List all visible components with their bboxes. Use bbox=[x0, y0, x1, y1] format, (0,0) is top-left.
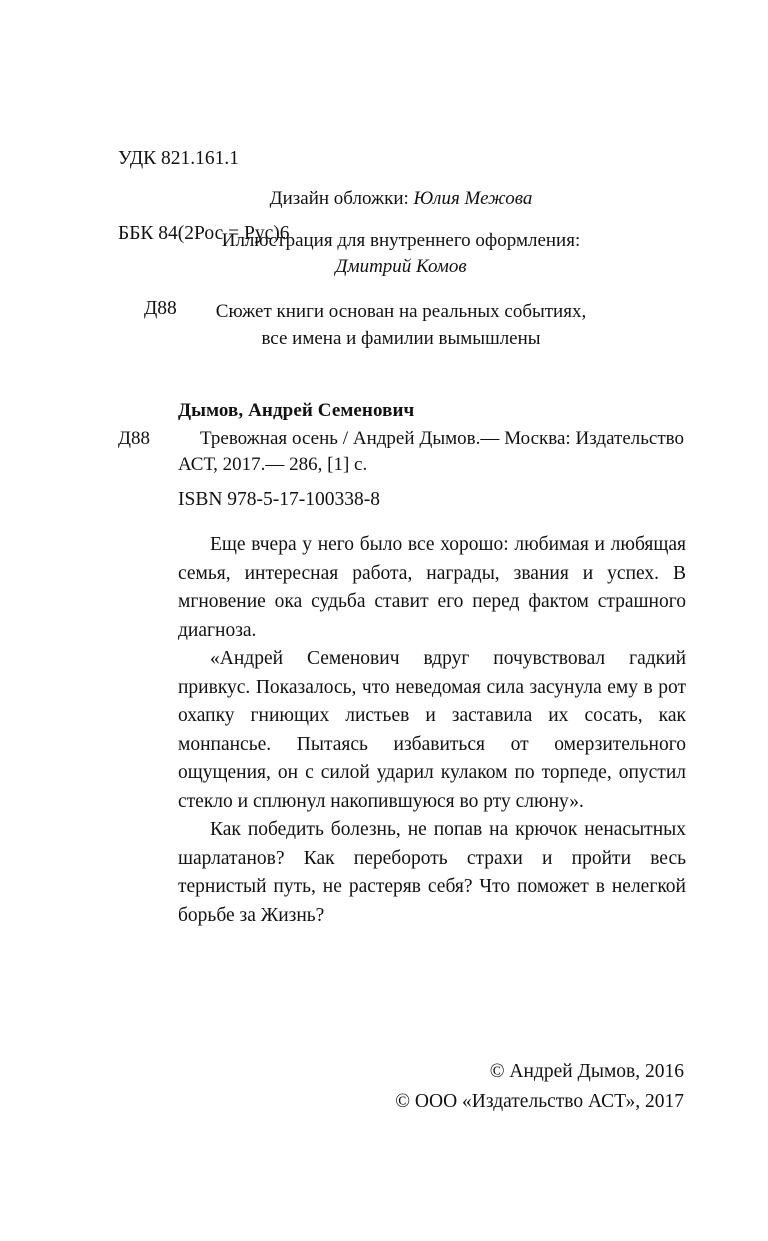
udk-code: УДК 821.161.1 bbox=[118, 148, 240, 169]
cover-design-name: Юлия Межова bbox=[413, 188, 533, 209]
plot-disclaimer bbox=[118, 298, 684, 352]
illustration-name: Дмитрий Комов bbox=[335, 256, 467, 277]
biblio-shelfmark: Д88 bbox=[118, 428, 150, 449]
credits-block bbox=[118, 186, 684, 280]
illustration-credit bbox=[118, 228, 684, 280]
copyright-publisher: © ООО «Издательство АСТ», 2017 bbox=[395, 1091, 684, 1112]
biblio-author: Дымов, Андрей Семенович bbox=[178, 400, 415, 421]
annotation-paragraph-1: Еще вчера у него было все хорошо: любимая и любящая семья, интересная работа, награды, звания и успех. В мгновение ока судьба ставит его перед фактом страшного диагноза. bbox=[178, 534, 686, 641]
bbk-code: ББК 84(2Рос = Рус)6 bbox=[118, 223, 290, 244]
plot-disclaimer-line-1: Сюжет книги основан на реальных событиях, bbox=[215, 301, 587, 322]
copyright-author: © Андрей Дымов, 2016 bbox=[489, 1061, 684, 1082]
isbn: ISBN 978-5-17-100338-8 bbox=[178, 489, 381, 510]
illustration-label: Иллюстрация для внутреннего оформления: bbox=[221, 230, 581, 251]
annotation-text bbox=[178, 531, 686, 930]
cover-design-label: Дизайн обложки: bbox=[269, 188, 414, 209]
plot-disclaimer-line-2: все имена и фамилии вымышлены bbox=[261, 328, 541, 349]
annotation-paragraph-3: Как победить болезнь, не попав на крючок ненасытных шарлатанов? Как перебороть страхи и пройти весь тернистый путь, не растеряв себя? Что поможет в нелегкой борьбе за Жизнь? bbox=[178, 819, 686, 926]
biblio-description: Тревожная осень / Андрей Дымов.— Москва: Издательство АСТ, 2017.— 286, [1] с. bbox=[178, 428, 684, 475]
author-code: Д88 bbox=[144, 298, 177, 319]
copyright-block bbox=[284, 1057, 684, 1117]
bibliographic-record bbox=[118, 398, 684, 478]
cover-design-credit bbox=[118, 186, 684, 212]
annotation-paragraph-2: «Андрей Семенович вдруг почувствовал гадкий привкус. Показалось, что неведомая сила засунула ему в рот охапку гниющих листьев и заставила их сосать, как монпансье. Пытаясь избавиться от омерзительного ощущения, он с силой ударил кулаком по торпеде, опустил стекло и сплюнул накопившуюся во рту слюну». bbox=[178, 648, 686, 812]
biblio-body bbox=[118, 426, 684, 478]
